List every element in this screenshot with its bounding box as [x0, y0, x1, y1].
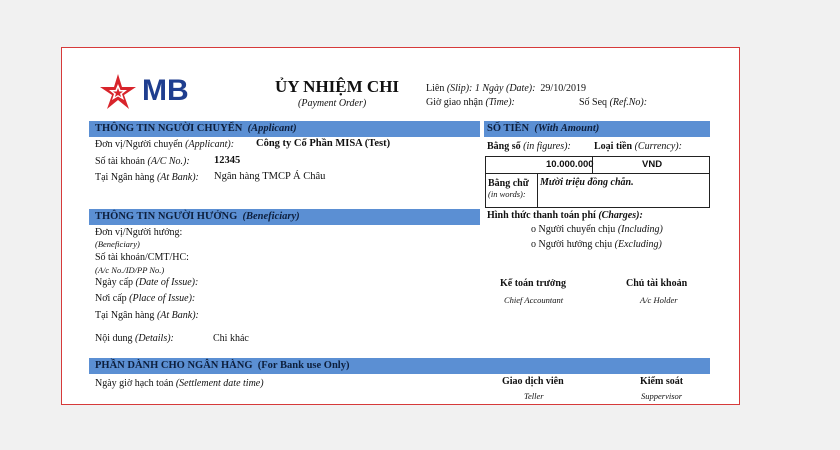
applicant-account-label: Số tài khoản (A/C No.):	[95, 156, 190, 167]
page-title: ỦY NHIỆM CHI	[275, 77, 400, 96]
currency-value: VND	[642, 159, 663, 170]
teller-title-en: Teller	[524, 391, 544, 401]
teller-title: Giao dịch viên	[502, 376, 564, 387]
amount-figures-label: Bằng số (in figures):	[487, 141, 571, 152]
amount-words-label-en: (in words):	[488, 189, 526, 199]
beneficiary-bank-label: Tại Ngân hàng (At Bank):	[95, 310, 199, 321]
seq-line: Số Seq (Ref.No):	[579, 97, 648, 108]
date-value: 29/10/2019	[540, 83, 586, 94]
applicant-bank-label: Tại Ngân hàng (At Bank):	[95, 172, 199, 183]
charges-option-including[interactable]: o Người chuyển chịu (Including)	[531, 224, 663, 235]
applicant-section-title: THÔNG TIN NGƯỜI CHUYỂN (Applicant)	[95, 123, 297, 134]
chief-accountant-title: Kế toán trưởng	[500, 278, 566, 289]
beneficiary-id-label-en: (A/c No./ID/PP No.)	[95, 265, 165, 275]
chief-accountant-title-en: Chief Accountant	[504, 295, 564, 305]
beneficiary-id-label: Số tài khoản/CMT/HC:	[95, 252, 189, 263]
time-line: Giờ giao nhận (Time):	[426, 97, 515, 108]
amount-words-label: Bằng chữ	[488, 178, 529, 189]
beneficiary-unit-label-en: (Beneficiary)	[95, 239, 140, 249]
beneficiary-section-title: THÔNG TIN NGƯỜI HƯỞNG (Beneficiary)	[95, 211, 300, 222]
charges-title: Hình thức thanh toán phí (Charges):	[487, 210, 643, 221]
mb-logo-text: MB	[142, 74, 189, 107]
slip-date-line: Liên (Slip): 1 Ngày (Date): 29/10/2019	[426, 83, 586, 94]
settlement-label: Ngày giờ hạch toán (Settlement date time)	[95, 378, 264, 389]
details-label: Nội dung (Details):	[95, 333, 174, 344]
currency-label: Loại tiền (Currency):	[594, 141, 682, 152]
amount-section-title: SỐ TIỀN (With Amount)	[487, 123, 600, 134]
mb-star-icon	[98, 72, 138, 112]
account-holder-title-en: A/c Holder	[640, 295, 678, 305]
bank-section-title: PHẦN DÀNH CHO NGÂN HÀNG (For Bank use Only)	[95, 360, 350, 371]
supervisor-title: Kiểm soát	[640, 376, 684, 387]
applicant-bank-value: Ngân hàng TMCP Á Châu	[214, 171, 326, 182]
amount-words-value: Mười triệu đồng chẵn.	[540, 177, 634, 188]
issue-date-label: Ngày cấp (Date of Issue):	[95, 277, 199, 288]
beneficiary-unit-label: Đơn vị/Người hưởng:	[95, 227, 183, 238]
charges-option-excluding[interactable]: o Người hưởng chịu (Excluding)	[531, 239, 662, 250]
page-subtitle: (Payment Order)	[298, 98, 367, 109]
amount-figures-value: 10.000.000	[546, 159, 594, 170]
account-holder-title: Chủ tài khoản	[626, 278, 688, 289]
details-value: Chi khác	[213, 333, 249, 344]
applicant-account-value: 12345	[214, 155, 241, 166]
issue-place-label: Nơi cấp (Place of Issue):	[95, 293, 196, 304]
supervisor-title-en: Suppervisor	[641, 391, 683, 401]
applicant-unit-label: Đơn vị/Người chuyển (Applicant):	[95, 139, 235, 150]
payment-order-slip	[61, 47, 740, 405]
applicant-unit-value: Công ty Cổ Phần MISA (Test)	[256, 138, 391, 149]
